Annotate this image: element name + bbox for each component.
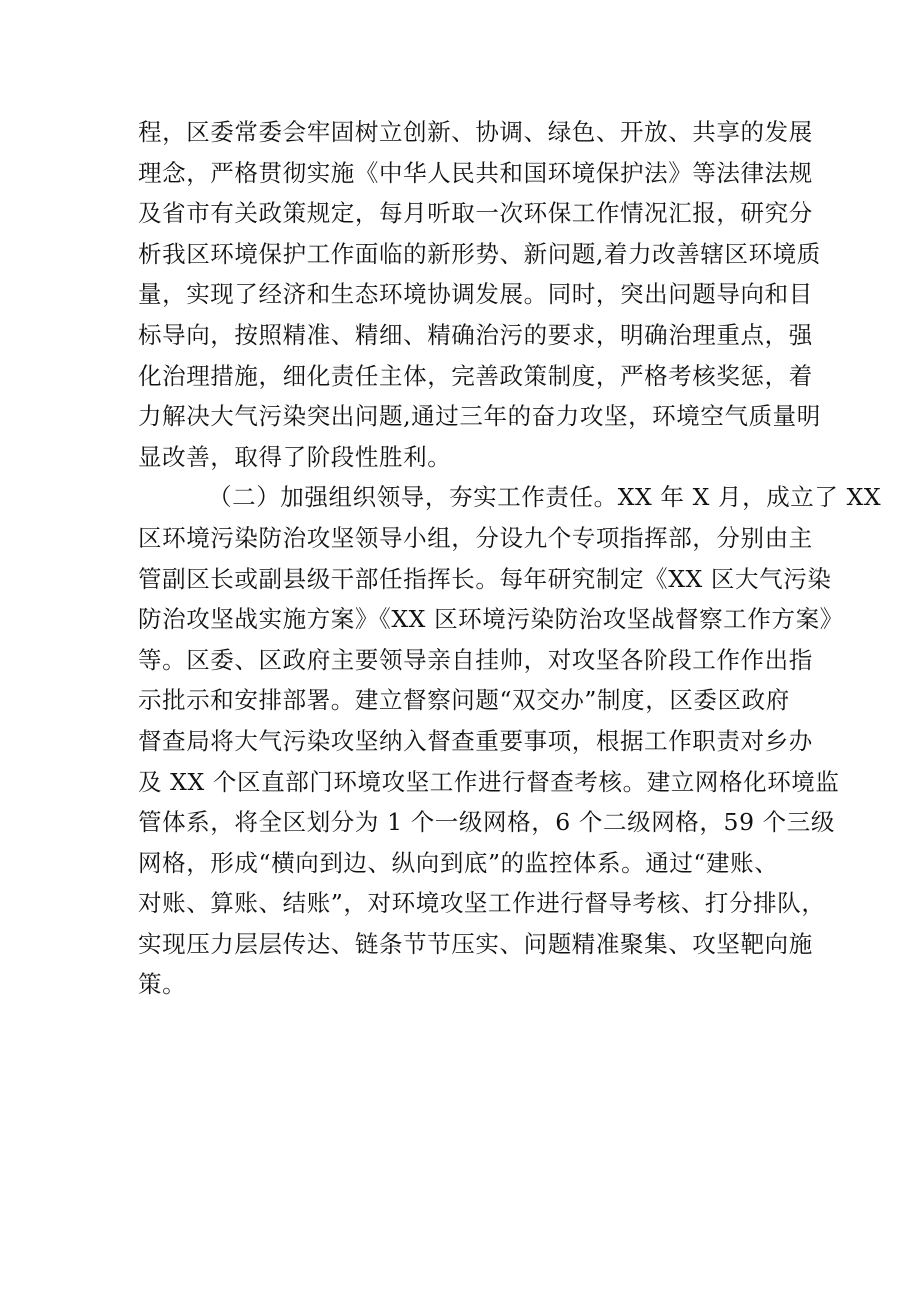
paragraph-line: 理念，严格贯彻实施《中华人民共和国环境保护法》等法律法规: [138, 158, 813, 187]
paragraph-line: 及 XX 个区直部门环境攻坚工作进行督查考核。建立网格化环境监: [138, 767, 840, 796]
paragraph-line: 量，实现了经济和生态环境协调发展。同时，突出问题导向和目: [138, 280, 813, 309]
paragraph-line: 示批示和安排部署。建立督察问题“双交办”制度，区委区政府: [138, 686, 790, 715]
paragraph-line: 析我区环境保护工作面临的新形势、新问题,着力改善辖区环境质: [138, 239, 821, 268]
paragraph-line: 实现压力层层传达、链条节节压实、问题精准聚集、攻坚靶向施: [138, 929, 813, 958]
paragraph-line: 网格，形成“横向到边、纵向到底”的监控体系。通过“建账、: [138, 848, 779, 877]
paragraph-line: 等。区委、区政府主要领导亲自挂帅，对攻坚各阶段工作作出指: [138, 645, 813, 674]
paragraph-line: 程，区委常委会牢固树立创新、协调、绿色、开放、共享的发展: [138, 118, 813, 146]
paragraph-line: 管体系，将全区划分为 1 个一级网格，6 个二级网格，59 个三级: [138, 808, 835, 837]
paragraph-line: 区环境污染防治攻坚领导小组，分设九个专项指挥部，分别由主: [138, 523, 813, 552]
paragraph-2: [138, 477, 882, 1005]
paragraph-line: 防治攻坚战实施方案》《XX 区环境污染防治攻坚战督察工作方案》: [138, 605, 844, 634]
paragraph-line: 标导向，按照精准、精细、精确治污的要求，明确治理重点，强: [138, 320, 813, 349]
paragraph-1: [138, 112, 821, 477]
section-heading-line: （二）加强组织领导，夯实工作责任。XX 年 X 月，成立了 XX: [208, 483, 882, 512]
document-body: [138, 112, 882, 1005]
paragraph-line: 化治理措施，细化责任主体，完善政策制度，严格考核奖惩，着: [138, 361, 813, 390]
paragraph-line: 管副区长或副县级干部任指挥长。每年研究制定《XX 区大气污染: [138, 564, 832, 593]
paragraph-line: 策。: [138, 970, 187, 999]
paragraph-line: 及省市有关政策规定，每月听取一次环保工作情况汇报，研究分: [138, 199, 813, 228]
paragraph-line: 力解决大气污染突出问题,通过三年的奋力攻坚，环境空气质量明: [138, 402, 821, 431]
paragraph-line: 对账、算账、结账”，对环境攻坚工作进行督导考核、打分排队，: [138, 889, 826, 918]
paragraph-line: 显改善，取得了阶段性胜利。: [138, 442, 452, 471]
paragraph-line: 督查局将大气污染攻坚纳入督查重要事项，根据工作职责对乡办: [138, 726, 813, 755]
